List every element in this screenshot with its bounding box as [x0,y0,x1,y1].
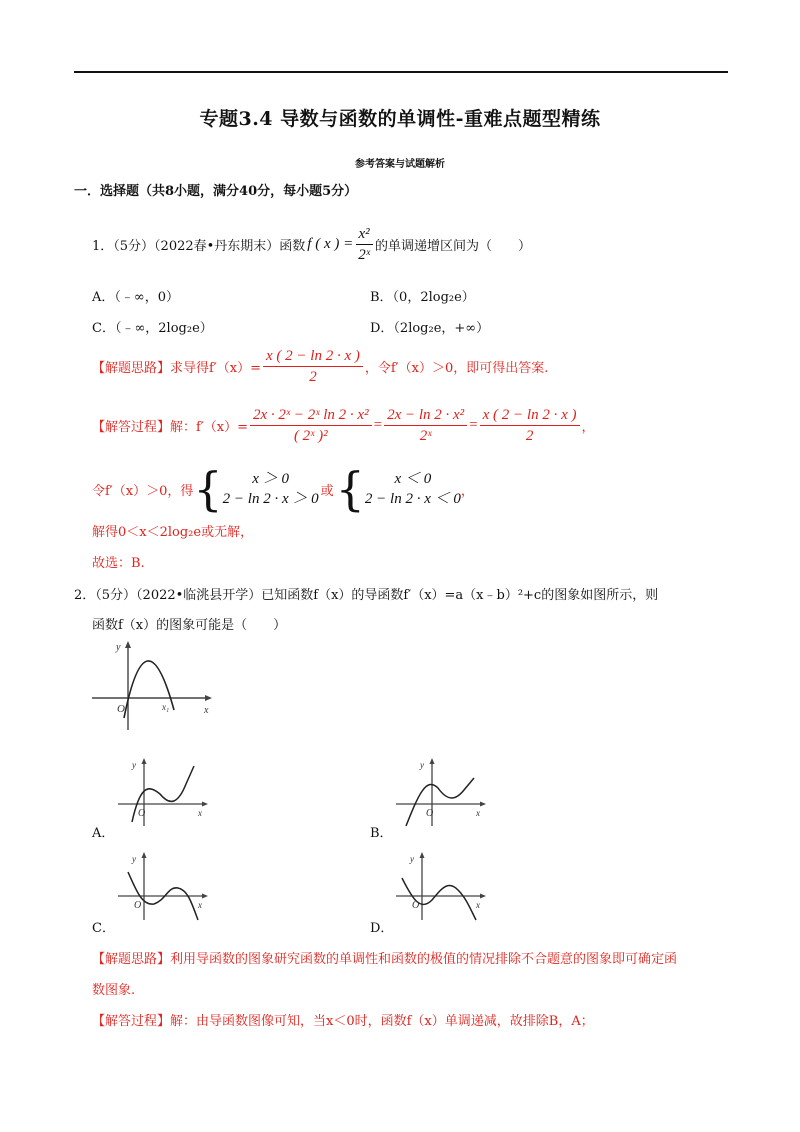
option-b-graph [392,756,488,828]
graph-x1-label: x₁ [162,702,170,712]
svg-text:y: y [132,760,136,770]
q1-inequality [92,462,474,516]
q2-stem-line2: 函数f（x）的图象可能是（ ） [92,618,287,633]
section-heading: 一．选择题（共8小题，满分40分，每小题5分） [74,184,358,199]
q1-proc-frac-1 [250,406,372,445]
svg-text:y: y [410,854,414,864]
q2-idea [92,948,677,967]
top-rule [74,71,728,73]
q2-option-d: D． [370,921,394,936]
q1-choose: 故选：B. [92,556,145,571]
q1-idea-den: 2 [309,368,317,385]
q1-frac-num: x² [356,225,373,245]
q2-stem-line1: 2．（5分）（2022•临洮县开学）已知函数f（x）的导函数f′（x）=a（x﹣b）²+c的图象如图所示，则 [74,588,659,603]
option-d-graph [392,850,488,922]
q1-suffix: 的单调递增区间为（ ） [374,238,531,254]
q1-idea-fraction [263,347,363,386]
q1-proc-den-1: ( 2ˣ )² [293,427,328,444]
q1-sys1-b: 2 − ln 2 · x ＞ 0 [222,491,319,507]
q2-idea-line2: 数图象. [92,983,136,998]
q1-proc-frac-3 [480,406,580,445]
q2-idea-line1: 利用导函数的图象研究函数的单调性和函数的极值的情况排除不合题意的图象即可确定函 [170,952,678,967]
q1-option-d: D．（2log₂e，+∞） [370,321,490,336]
q1-sys2-a: x ＜ 0 [394,471,432,487]
svg-text:O: O [426,808,434,819]
q1-prefix: 1．（5分）（2022春•丹东期末）函数 [92,238,306,254]
q1-frac-den: 2ˣ [358,246,370,263]
q1-idea [92,346,548,386]
option-a-graph [114,756,210,828]
q1-proc-den-2: 2ˣ [419,427,432,444]
q1-option-a: A．（﹣∞，0） [92,290,179,305]
q1-process-label: 【解答过程】 [92,419,171,435]
q1-idea-text1: 求导得f′（x）= [170,360,262,376]
page-title: 专题3.4 导数与函数的单调性-重难点题型精练 [199,108,601,130]
q2-process [92,1010,594,1029]
svg-text:x: x [476,900,480,910]
svg-text:O: O [412,900,420,911]
q1-option-c: C．（﹣∞，2log₂e） [92,321,213,336]
graph-origin-label: O [117,703,125,715]
graph-x-label: x [204,705,209,716]
q1-proc-den-3: 2 [525,427,534,444]
q1-process: 【解答过程】 解：f′（x）= $\frac{\text{2x · 2ˣ − 2ˣ ln 2 · x²}}{\text{( 2ˣ )²}}$ = $\frac{\text{2x − ln 2 · x²}}{\text{2ˣ}}$ = $\frac{x ( 2 - \ln 2 \cdot x )}{2}$ ， [92,406,595,444]
q1-idea-text2: ，令f′（x）＞0，即可得出答案. [364,360,549,376]
option-c-graph [114,850,210,922]
q2-option-c: C． [92,921,115,936]
q1-process-text1: 解：f′（x）= [170,419,249,435]
q1-solve: 解得0＜x＜2log₂e或无解， [92,525,254,540]
q1-system-2 [365,469,461,509]
q1-proc-num-1: 2x · 2ˣ − 2ˣ ln 2 · x² [250,406,372,426]
q2-option-a: A． [92,826,115,841]
svg-text:O: O [138,808,146,819]
svg-text:x: x [198,808,202,818]
q1-sys-end: ， [460,483,474,499]
svg-text:O: O [134,900,142,911]
q1-ineq-text: 令f′（x）＞0，得 [92,483,194,499]
q1-system-1 [223,469,319,509]
left-brace-1: { [193,462,223,516]
q2-idea-label: 【解题思路】 [92,952,171,967]
q1-proc-end: ， [581,419,595,435]
svg-text:y: y [132,854,136,864]
svg-text:x: x [198,900,202,910]
svg-text:y: y [420,760,424,770]
q1-sys1-a: x ＞ 0 [252,471,289,487]
left-brace-2: { [335,462,365,516]
q1-idea-label: 【解题思路】 [92,360,171,376]
q2-option-b: B． [370,826,393,841]
svg-text:x: x [476,808,480,818]
q1-or: 或 [320,483,334,499]
page-subtitle: 参考答案与试题解析 [355,159,445,170]
graph-y-label: y [116,642,121,653]
q1-proc-num-3: x ( 2 − ln 2 · x ) [480,406,580,426]
q1-option-b: B．（0，2log₂e） [370,290,475,305]
q1-fraction [355,225,373,264]
question-1-stem [92,227,531,261]
q1-proc-frac-2 [384,406,467,445]
q1-idea-num: x ( 2 − ln 2 · x ) [263,347,363,367]
q2-process-text: 解：由导函数图像可知，当x＜0时，函数f（x）单调递减，故排除B，A； [170,1014,594,1029]
q1-proc-num-2: 2x − ln 2 · x² [384,406,467,426]
q1-fx: f ( x ) = [307,235,354,252]
q1-sys2-b: 2 − ln 2 · x ＜ 0 [364,491,461,507]
q2-process-label: 【解答过程】 [92,1014,171,1029]
derivative-graph [88,638,216,734]
